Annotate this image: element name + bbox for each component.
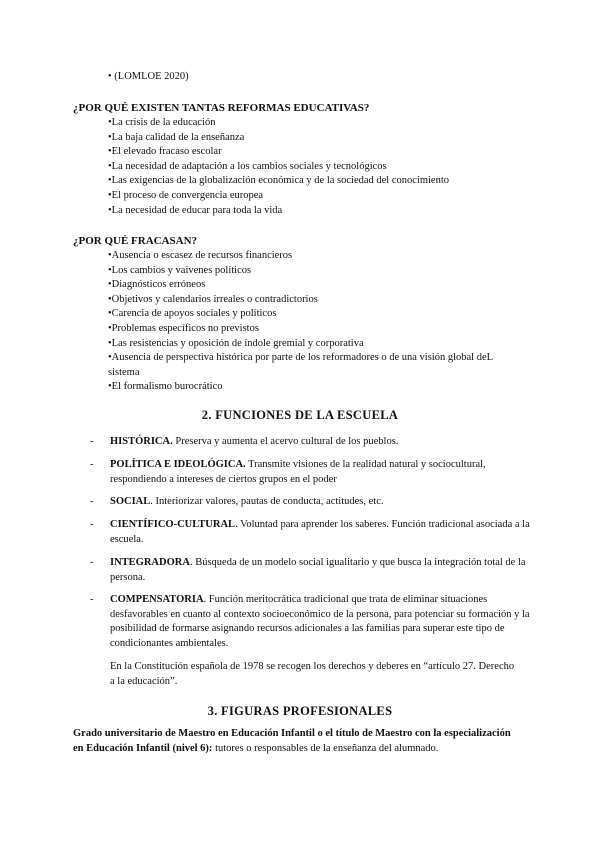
list-item: •Las exigencias de la globalización económica y de la sociedad del conocimiento [108, 175, 449, 187]
constitution-note: En la Constitución española de 1978 se recogen los derechos y deberes en “artículo 27. Derecho a la educación”. [110, 661, 515, 687]
funcion-compensatoria [90, 593, 530, 651]
funcion-text: . Voluntad para aprender los saberes. Función tradicional asociada a la escuela. [110, 519, 530, 545]
funcion-text: . Interiorizar valores, pautas de conducta, actitudes, etc. [150, 496, 384, 507]
list-item: •El proceso de convergencia europea [108, 189, 264, 201]
funcion-text: Transmite visiones de la realidad natural y sociocultural, respondiendo a intereses de ciertos grupos en el poder [110, 459, 486, 485]
funcion-historica [90, 435, 530, 450]
funcion-integradora [90, 556, 530, 585]
funcion-cientifico-cultural [90, 518, 530, 547]
reformas-list [108, 116, 449, 218]
list-item: •Diagnósticos erróneos [108, 279, 206, 291]
list-item: •La crisis de la educación [108, 117, 216, 128]
list-item: •La necesidad de educar para toda la vida [108, 204, 283, 216]
funcion-label: HISTÓRICA. [110, 436, 173, 447]
dash-marker: - [90, 496, 94, 507]
list-item: •Objetivos y calendarios irreales o contradictorios [108, 293, 318, 305]
funcion-politica [90, 458, 530, 487]
dash-marker: - [90, 594, 94, 605]
funcion-label: POLÍTICA E IDEOLÓGICA. [110, 459, 246, 470]
dash-marker: - [90, 557, 94, 568]
fracasan-heading: ¿POR QUÉ FRACASAN? [73, 235, 198, 247]
funcion-text: Preserva y aumenta el acervo cultural de los pueblos. [172, 436, 399, 447]
funcion-text: . Búsqueda de un modelo social igualitario y que busca la integración total de la persona. [110, 557, 526, 583]
funciones-title: 2. FUNCIONES DE LA ESCUELA [201, 408, 399, 422]
funcion-social [90, 495, 530, 510]
funcion-label: INTEGRADORA [110, 557, 190, 568]
list-item: •Las resistencias y oposición de índole gremial y corporativa [108, 337, 364, 349]
list-item: •Problemas específicos no previstos [108, 322, 259, 334]
figuras-bold-text: Grado universitario de Maestro en Educación Infantil o el título de Maestro con la especialización en Educación Infantil (nivel 6): [73, 728, 511, 754]
lomloe-item: • (LOMLOE 2020) [108, 71, 189, 82]
list-item: •Carencia de apoyos sociales y políticos [108, 308, 277, 320]
list-item: •El elevado fracaso escolar [108, 146, 222, 158]
funcion-label: COMPENSATORIA [110, 594, 204, 605]
reformas-heading: ¿POR QUÉ EXISTEN TANTAS REFORMAS EDUCATIVAS? [73, 102, 370, 114]
list-item: •El formalismo burocrático [108, 381, 223, 393]
list-item: •La baja calidad de la enseñanza [108, 131, 245, 143]
funcion-text: . Función meritocrática tradicional que trata de eliminar situaciones desfavorables en cuanto al contexto socioeconómico de la persona, para potenciar su formación y la posibilidad de formarse asignando recursos adicionales a las familias para superar este tipo de condicionantes ambientales. [110, 594, 530, 649]
list-item: •La necesidad de adaptación a los cambios sociales y tecnológicos [108, 160, 387, 172]
figuras-paragraph [73, 727, 523, 756]
fracasan-list [108, 249, 523, 395]
list-item: •Los cambios y vaivenes políticos [108, 264, 252, 276]
funcion-label: SOCIAL [110, 496, 151, 507]
dash-marker: - [90, 436, 94, 447]
dash-marker: - [90, 459, 94, 470]
list-item: •Ausencia de perspectiva histórica por parte de los reformadores o de una visión global deL sistema [108, 352, 493, 378]
dash-marker: - [90, 519, 94, 530]
list-item: •Ausencia o escasez de recursos financieros [108, 250, 293, 261]
figuras-text: tutores o responsables de la enseñanza del alumnado. [212, 742, 439, 754]
figuras-title: 3. FIGURAS PROFESIONALES [207, 704, 393, 718]
funcion-label: CIENTÍFICO-CULTURAL [110, 519, 236, 530]
